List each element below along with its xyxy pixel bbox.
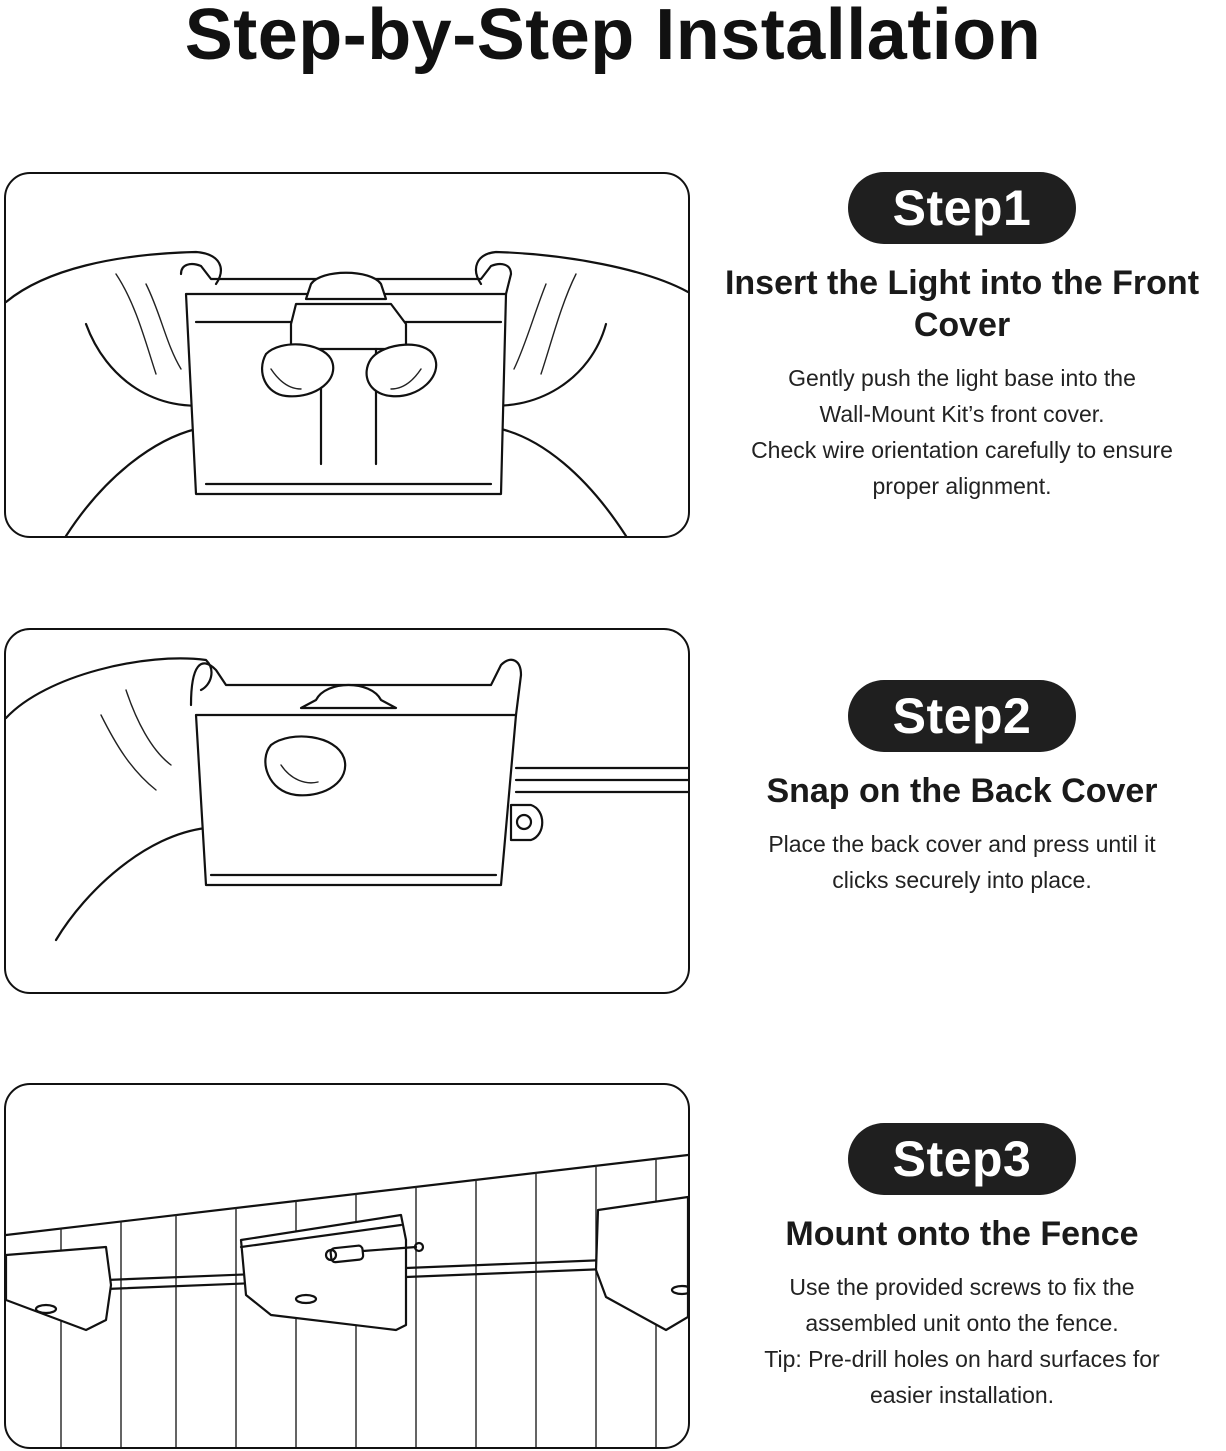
step-3-description: Use the provided screws to fix the assembled unit onto the fence. Tip: Pre-drill holes on hard surfaces for easier installation. (764, 1274, 1160, 1408)
hands-inserting-light-illustration (6, 174, 688, 536)
step-1-illustration (4, 172, 690, 538)
step-1-description: Gently push the light base into the Wall-Mount Kit’s front cover. Check wire orientation carefully to ensure proper alignment. (751, 365, 1173, 499)
fence-mounted-lights-illustration (6, 1085, 688, 1447)
step-1-badge: Step1 (848, 172, 1076, 244)
step-3-heading: Mount onto the Fence (785, 1215, 1139, 1253)
page-title: Step-by-Step Installation (184, 0, 1042, 75)
step-2-heading: Snap on the Back Cover (766, 772, 1158, 810)
step-3-section (0, 1083, 1226, 1451)
step-2-illustration (4, 628, 690, 994)
step-3-badge: Step3 (848, 1123, 1076, 1195)
step-2-description: Place the back cover and press until it clicks securely into place. (768, 831, 1156, 893)
step-1-section (0, 172, 1226, 540)
step-1-heading: Insert the Light into the Front Cover (724, 264, 1200, 344)
step-2-section (0, 628, 1226, 996)
hand-snapping-back-cover-illustration (6, 630, 688, 992)
step-2-badge: Step2 (848, 680, 1076, 752)
step-3-illustration (4, 1083, 690, 1449)
